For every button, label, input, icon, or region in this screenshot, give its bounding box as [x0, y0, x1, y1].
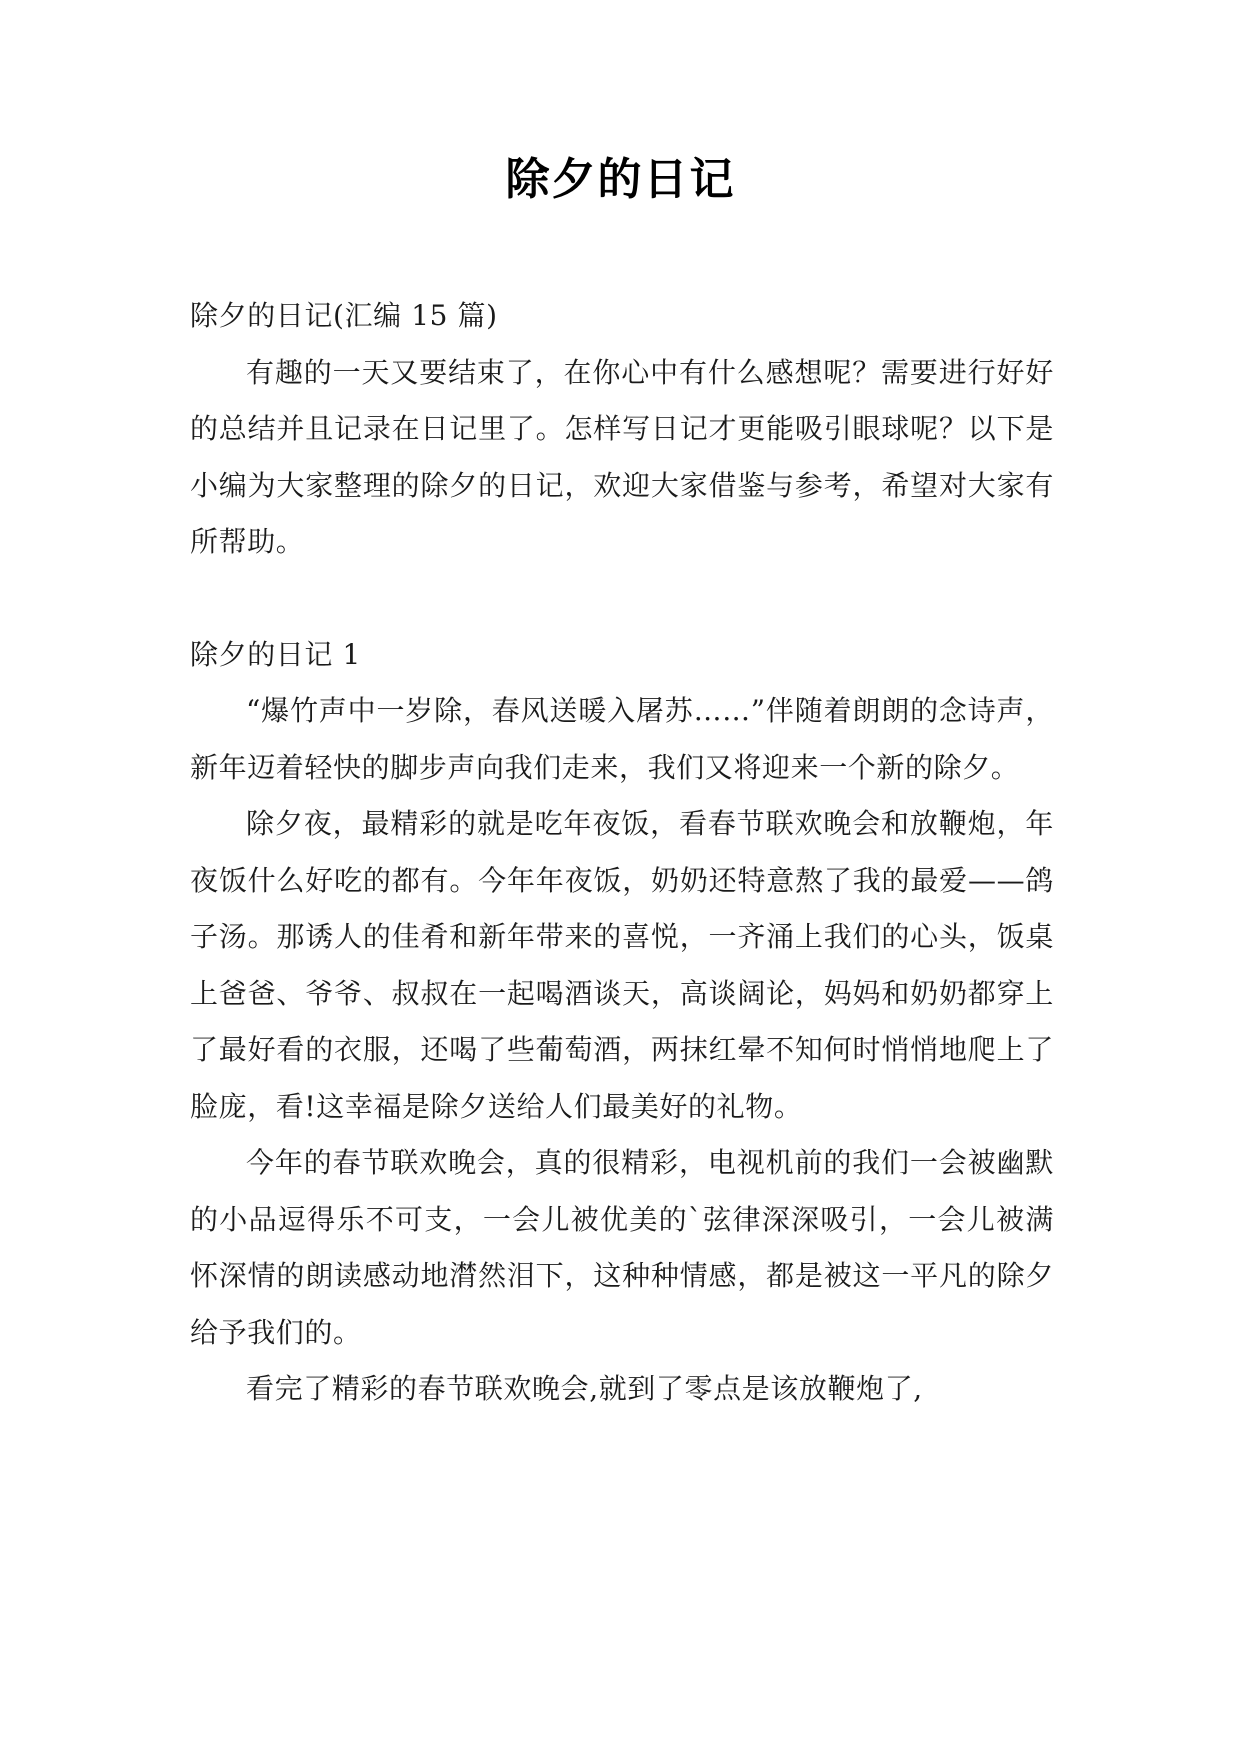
section-spacer — [190, 571, 1054, 627]
body-paragraph: 看完了精彩的春节联欢晚会,就到了零点是该放鞭炮了, — [246, 1372, 923, 1405]
document-title: 除夕的日记 — [505, 154, 736, 205]
section-heading: 除夕的日记 1 — [190, 637, 361, 671]
body-paragraph: “爆竹声中一岁除，春风送暖入屠苏……”伴随着朗朗的念诗声，新年迈着轻快的脚步声向我们走来，我们又将迎来一个新的除夕。 — [190, 694, 1054, 784]
intro-paragraph: 有趣的一天又要结束了，在你心中有什么感想呢？需要进行好好的总结并且记录在日记里了。怎样写日记才更能吸引眼球呢？以下是小编为大家整理的除夕的日记，欢迎大家借鉴与参考，希望对大家有所帮助。 — [190, 355, 1054, 558]
collection-subtitle: 除夕的日记(汇编 15 篇) — [190, 299, 498, 332]
document-body — [190, 288, 1054, 1418]
body-paragraph: 除夕夜，最精彩的就是吃年夜饭，看春节联欢晚会和放鞭炮，年夜饭什么好吃的都有。今年年夜饭，奶奶还特意熬了我的最爱——鸽子汤。那诱人的佳肴和新年带来的喜悦，一齐涌上我们的心头，饭桌上爸爸、爷爷、叔叔在一起喝酒谈天，高谈阔论，妈妈和奶奶都穿上了最好看的衣服，还喝了些葡萄酒，两抹红晕不知何时悄悄地爬上了脸庞，看!这幸福是除夕送给人们最美好的礼物。 — [190, 807, 1054, 1123]
body-paragraph: 今年的春节联欢晚会，真的很精彩，电视机前的我们一会被幽默的小品逗得乐不可支，一会儿被优美的`弦律深深吸引，一会儿被满怀深情的朗读感动地潸然泪下，这种种情感，都是被这一平凡的除夕给予我们的。 — [190, 1146, 1054, 1349]
